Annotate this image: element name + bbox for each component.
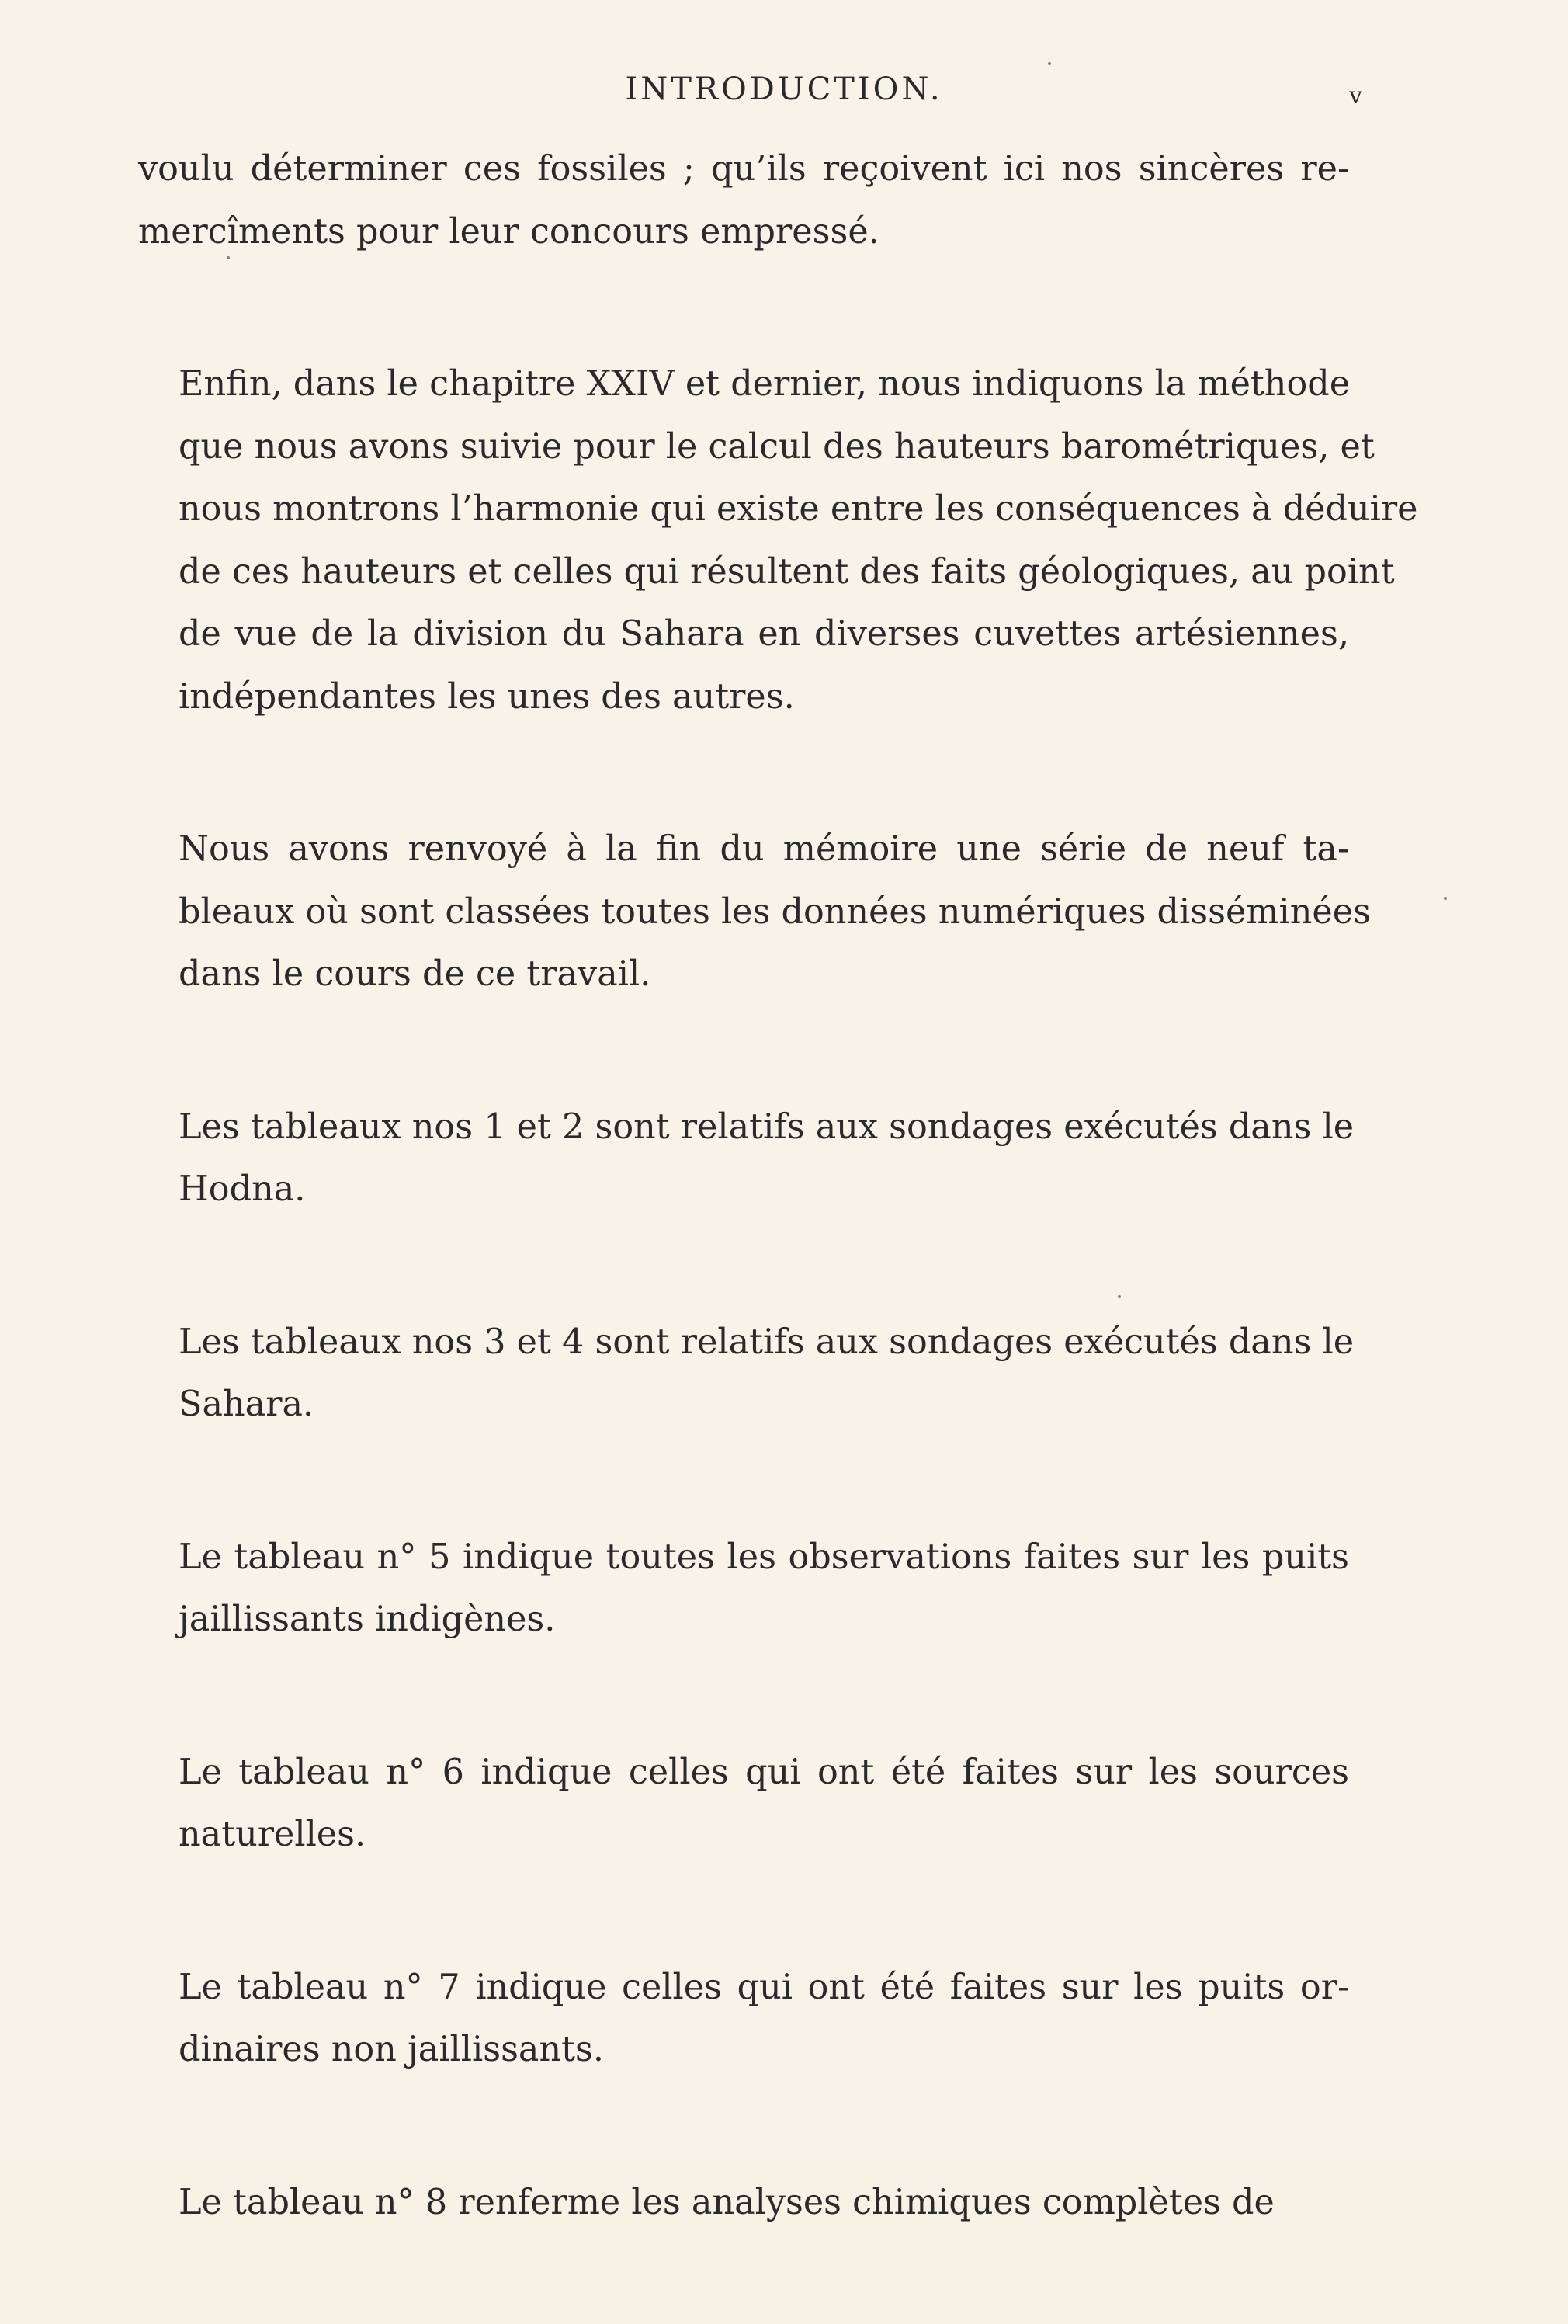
text-line: Nous avons renvoyé à la fin du mémoire une série de neuf ta- <box>179 829 1349 869</box>
text-line: nous montrons l’harmonie qui existe entre les conséquences à déduire <box>179 489 1418 529</box>
paragraph <box>138 2172 1349 2235</box>
paragraph <box>138 1311 1355 1436</box>
text-line: Les tableaux nos 1 et 2 sont relatifs aux sondages exécutés dans le <box>179 1106 1355 1147</box>
running-title: INTRODUCTION. <box>625 71 943 107</box>
text-line: mercîments pour leur concours empressé. <box>138 211 879 252</box>
text-line: de vue de la division du Sahara en diverses cuvettes artésiennes, <box>179 614 1349 654</box>
page-number: v <box>1349 82 1362 109</box>
paragraph <box>138 1957 1349 2082</box>
text-line: indépendantes les unes des autres. <box>179 676 795 717</box>
text-line: Sahara. <box>179 1384 314 1424</box>
text-line: Le tableau n° 8 renferme les analyses chimiques complètes de <box>179 2182 1275 2222</box>
text-line: voulu déterminer ces fossiles ; qu’ils reçoivent ici nos sincères re- <box>138 149 1349 189</box>
text-line: dans le cours de ce travail. <box>179 954 651 994</box>
text-line: Le tableau n° 5 indique toutes les observations faites sur les puits <box>179 1537 1349 1577</box>
text-line: Le tableau n° 6 indique celles qui ont été faites sur les sources <box>179 1752 1349 1792</box>
paragraph <box>138 1742 1349 1867</box>
text-line: jaillissants indigènes. <box>179 1600 556 1639</box>
paragraph <box>138 353 1418 728</box>
text-line: Le tableau n° 7 indique celles qui ont été faites sur les puits or- <box>179 1967 1349 2007</box>
body-text <box>138 138 1418 2324</box>
paragraph <box>138 818 1371 1006</box>
text-line: dinaires non jaillissants. <box>179 2030 604 2069</box>
paragraph <box>138 138 1349 263</box>
text-line: que nous avons suivie pour le calcul des hauteurs barométriques, et <box>179 426 1375 467</box>
paragraph <box>138 1527 1349 1652</box>
text-line: Les tableaux nos 3 et 4 sont relatifs aux sondages exécutés dans le <box>179 1322 1355 1362</box>
text-line: bleaux où sont classées toutes les données numériques disséminées <box>179 891 1371 932</box>
paragraph <box>138 1096 1355 1221</box>
running-head <box>0 71 1568 118</box>
text-line: Enfin, dans le chapitre XXIV et dernier, nous indiquons la méthode <box>179 364 1351 404</box>
text-line: naturelles. <box>179 1815 366 1854</box>
text-line: de ces hauteurs et celles qui résultent des faits géologiques, au point <box>179 551 1395 592</box>
paper-speck <box>1048 62 1051 65</box>
text-line: Hodna. <box>179 1169 306 1209</box>
paper-speck <box>1444 897 1447 900</box>
